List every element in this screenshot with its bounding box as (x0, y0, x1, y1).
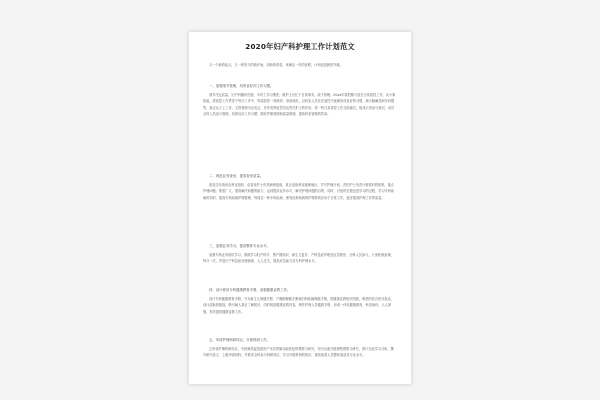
section-1-body: 细节决定质量。妇产科随机性强、平时工作习惯差，做护士长忙于日常事务，疏于管理。20xx年将把精力放在日常质控工作，从小事抓起，将质控工作贯穿于每日工作中，每周质控一到两项，形成规范，以科室人员在在质控中逐渐形成良好的习惯，减少脑瘫及缺安问题等，真正从义上工作，主管管理为出发点，另外发挥质控员及责任护士的作用，将一些日常质控工作交给她们，组成大家参与意识，动员全科人员参与管理，培养良好工作习惯，做好护理管理和质量管理，提高科室管理的效率。 (203, 93, 396, 117)
section-3-heading: 三、加强业务学习，提高整体专业水平。 (209, 244, 271, 248)
section-2-body: 改变往年查房由科室组织、由管床护士负责病例选取，真正选取科室疑难病历，节写护理计划，责任护士负责计划资料的收集，重点护理问题。集思广义，提高解决问题的能力，达到提高业务水平，解决护理问题的目的，同时，讨论的过程也是学习的过程，学习专科疾病的知识、提高专科疾病护理管理，每周至一种专科疾病，使得此种疾病的护理常规应用于日常工作，逐步提高护理工作的质量。 (203, 183, 395, 200)
section-3-body: 加强专科业务知识学习，系统学习妇产科学、围产期知识、新生儿复苏、产科急症护理及应急程序，全科人员参与，大家轮流备课，每月一次，并进行产科急症处理演练，人人过关，提高应急能力及专科护理水平。 (203, 253, 394, 264)
section-5-body: 已申请护理科研项目，中药熏蒸促进剖宫产术后胃肠功能恢复的观察与研究，年内全面开展观察观察与研究，预计完成学习分析，撰写研究论文，上级申请材料。并要求全科参与科研项目，学习开展科研的知识，提高改善人员整体素质及专业水平。 (203, 347, 394, 358)
section-4-body: 设计专科健康教育手册，分为新生儿保健手册、产褥期保健手册和妇科疾病保健手册，将健康宣教知识图面，明悉的语言形式表达，设计清新的版面，吸引病人真正了解知识，同时规范健康宣教内容，制作护理人员健教手册，形成一体化健康教育，科室备份，人人掌握，有效提高健康宣教工作。 (203, 297, 394, 314)
intro-paragraph: 又一个新的起点，又一轮努力的新开始，用新的希望，来满足一年的征程，计划也是新的突破。 (209, 63, 343, 67)
document-title: 2020年妇产科护理工作计划范文 (245, 42, 355, 51)
section-4-heading: 四、设计使用专科健康教育手册，加强健康宣教工作。 (209, 288, 291, 292)
document-page (189, 32, 411, 384)
section-5-heading: 五、申请护理科研项目，开展科研工作。 (209, 338, 271, 342)
section-2-heading: 二、规范业务查房，提高查房质量。 (209, 174, 264, 178)
section-1-heading: 一、加强细节管理，培养良好的工作习惯。 (209, 84, 274, 88)
